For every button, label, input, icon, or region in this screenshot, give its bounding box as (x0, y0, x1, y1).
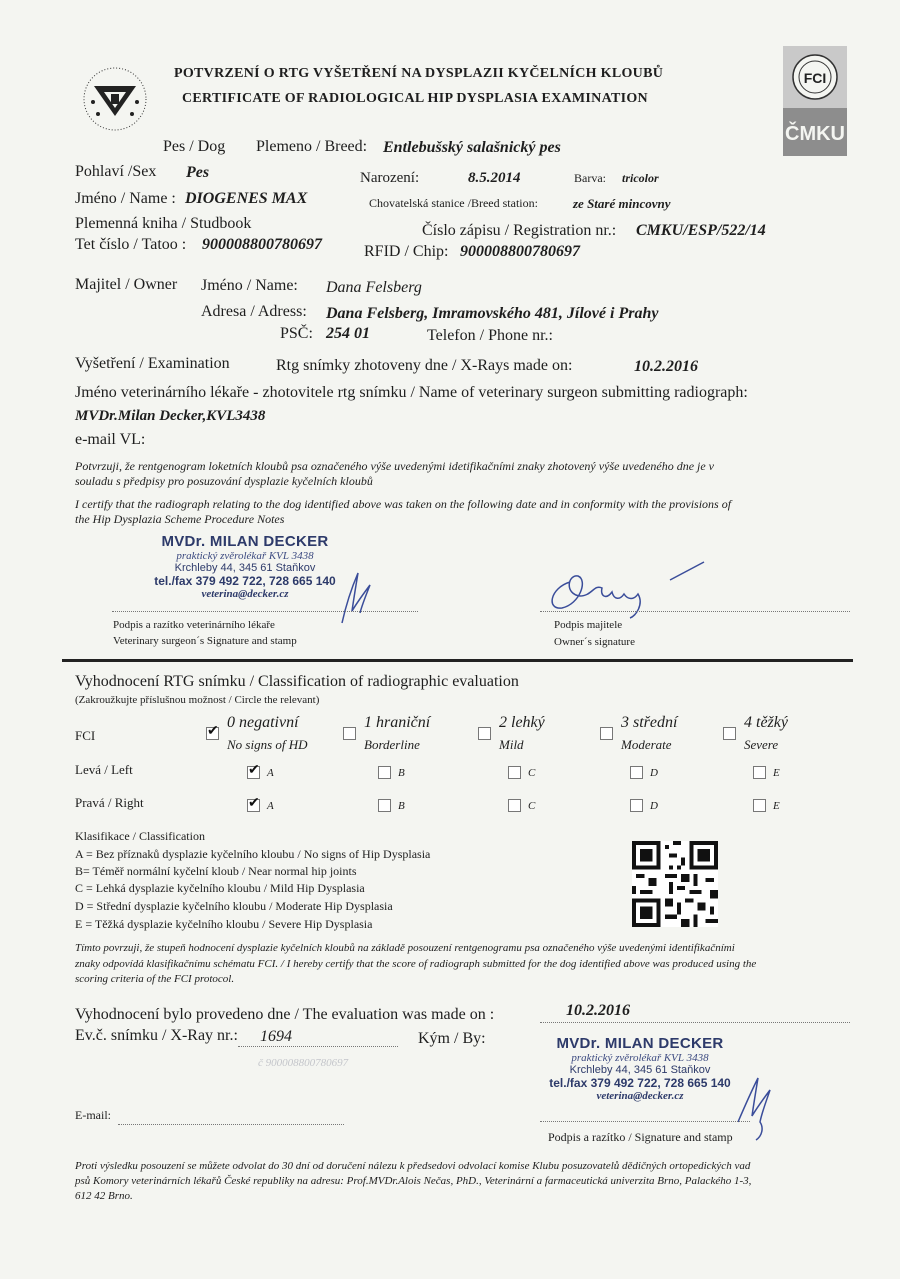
grade-letter: D (650, 767, 658, 779)
left-grade-checkbox[interactable] (508, 766, 521, 779)
certify-en-1: I certify that the radiograph relating to the dog identified above was taken on the following date and in conformity with the provisions of (75, 497, 732, 511)
xray-date-value: 10.2.2016 (634, 358, 698, 375)
grade-letter: D (650, 800, 658, 812)
breed-value: Entlebušský salašnický pes (383, 139, 561, 156)
fci-grade-checkbox[interactable] (343, 727, 356, 740)
evaluation-date-line (540, 1022, 850, 1023)
chip-label: RFID / Chip: (364, 243, 449, 260)
vet-label: Jméno veterinárního lékaře - zhotovitele rtg snímku / Name of veterinary surgeon submitting radiograph: (75, 384, 748, 401)
xray-nr-value: 1694 (260, 1028, 292, 1045)
evaluation-date-label: Vyhodnocení bylo provedeno dne / The evaluation was made on : (75, 1006, 495, 1023)
owner-label: Majitel / Owner (75, 276, 178, 293)
grade-label: 0 negativní (227, 714, 299, 731)
classification-note: (Zakroužkujte příslušnou možnost / Circle the relevant) (75, 694, 320, 706)
owner-sig-label-en: Owner´s signature (554, 636, 635, 648)
grade-sublabel: No signs of HD (227, 737, 308, 752)
birth-value: 8.5.2014 (468, 170, 521, 186)
grade-label: 3 střední (621, 714, 678, 731)
reg-value: CMKU/ESP/522/14 (636, 222, 766, 239)
studbook-label: Plemenná kniha / Studbook (75, 215, 252, 232)
legend-item: A = Bez příznaků dysplazie kyčelního kloubu / No signs of Hip Dysplasia (75, 847, 431, 861)
name-label: Jméno / Name : (75, 190, 176, 207)
tattoo-value: 900008800780697 (202, 236, 322, 253)
left-grade-checkbox[interactable] (630, 766, 643, 779)
grade-label: 2 lehký (499, 714, 545, 731)
xray-date-label: Rtg snímky zhotoveny dne / X-Rays made on: (276, 357, 573, 374)
tattoo-label: Tet číslo / Tatoo : (75, 236, 187, 253)
fci-grade-checkbox[interactable] (600, 727, 613, 740)
grade-letter: E (773, 767, 780, 779)
stamp-phone: tel./fax 379 492 722, 728 665 140 (154, 574, 336, 588)
classification-title: Vyhodnocení RTG snímku / Classification of radiographic evaluation (75, 673, 519, 690)
fci-cmku-logo (783, 46, 847, 156)
legend-item: B= Téměř normální kyčelní kloub / Near normal hip joints (75, 864, 357, 878)
checkmark-icon: ✔ (248, 796, 260, 811)
statement-line-1: Tímto povrzuji, že stupeň hodnocení dysplazie kyčelních kloubů na základě posouzení rentgenogramu psa označeného výše uvedenými identifikačními (75, 942, 735, 954)
birth-label: Narození: (360, 170, 420, 186)
certify-cz-1: Potvrzuji, že rentgenogram loketních kloubů psa označeného výše uvedenými idetifikačními znaky zhotovený výše uvedeného dne je v (75, 459, 715, 473)
color-label: Barva: (574, 171, 606, 185)
by-label: Kým / By: (418, 1030, 486, 1047)
legend-item: D = Střední dysplazie kyčelního kloubu / Moderate Hip Dysplasia (75, 899, 393, 913)
grade-letter: A (267, 800, 274, 812)
legend-title: Klasifikace / Classification (75, 829, 205, 843)
cmku-logo-text: ČMKU (785, 123, 845, 145)
checkmark-icon: ✔ (207, 724, 219, 739)
title-cz: POTVRZENÍ O RTG VYŠETŘENÍ NA DYSPLAZII KYČELNÍCH KLOUBŮ (174, 66, 664, 81)
statement-line-3: scoring criteria of the FCI protocol. (75, 973, 235, 985)
dog-label: Pes / Dog (163, 138, 226, 155)
footer-line-3: 612 42 Brno. (75, 1190, 133, 1202)
row-label-right: Pravá / Right (75, 795, 144, 810)
sex-value: Pes (186, 164, 210, 181)
left-grade-checkbox[interactable] (753, 766, 766, 779)
vet-stamp-2 (520, 1035, 760, 1102)
stamp-address: Krchleby 44, 345 61 Staňkov (174, 562, 316, 574)
footer-line-1: Proti výsledku posouzení se můžete odvolat do 30 dní od doručení nálezu k předsedovi odvolací komise Klubu posuzovatelů dědičných ortopedických vad (75, 1160, 751, 1172)
grade-letter: C (528, 767, 536, 779)
stamp-address: Krchleby 44, 345 61 Staňkov (569, 1064, 711, 1076)
fci-grade-checkbox[interactable] (723, 727, 736, 740)
grade-letter: C (528, 800, 536, 812)
row-label-left: Levá / Left (75, 762, 133, 777)
color-value: tricolor (622, 171, 659, 185)
sex-label: Pohlaví /Sex (75, 163, 157, 180)
left-grade-checkbox[interactable] (378, 766, 391, 779)
station-value: ze Staré mincovny (573, 196, 671, 211)
owner-phone-label: Telefon / Phone nr.: (427, 327, 553, 344)
stamp-title: praktický zvěrolékař KVL 3438 (571, 1052, 709, 1064)
right-grade-checkbox[interactable] (378, 799, 391, 812)
vet-signature-1 (332, 565, 377, 627)
vet-signature-line (112, 611, 418, 612)
certify-en-2: the Hip Dysplazia Scheme Procedure Notes (75, 512, 285, 526)
stamp-name: MVDr. MILAN DECKER (161, 533, 329, 550)
owner-zip-value: 254 01 (326, 325, 370, 342)
footer-line-2: psů Komory veterinárních lékařů České republiky na adresu: Prof.MVDr.Alois Nečas, PhD., Veterinární a farmaceutická univerzita Brno, Palackého 1-3, (75, 1175, 752, 1187)
stamp-email: veterina@decker.cz (201, 588, 289, 600)
owner-signature-line (540, 611, 850, 612)
section-divider (62, 659, 853, 662)
stamp-name: MVDr. MILAN DECKER (556, 1035, 724, 1052)
faint-chip: č 900008800780697 (258, 1057, 349, 1069)
owner-name-value: Dana Felsberg (326, 279, 422, 296)
grade-sublabel: Severe (744, 737, 779, 752)
cku-logo (80, 64, 150, 134)
exam-label: Vyšetření / Examination (75, 355, 230, 372)
row-label-fci: FCI (75, 728, 96, 743)
certify-cz-2: souladu s předpisy pro posuzování dysplazie kyčelních kloubů (75, 474, 373, 488)
grade-letter: E (773, 800, 780, 812)
vet-signature-2 (730, 1072, 780, 1142)
grade-sublabel: Borderline (364, 737, 420, 752)
title-en: CERTIFICATE OF RADIOLOGICAL HIP DYSPLASIA EXAMINATION (182, 91, 648, 106)
stamp-phone: tel./fax 379 492 722, 728 665 140 (549, 1076, 731, 1090)
right-grade-checkbox[interactable] (753, 799, 766, 812)
breed-label: Plemeno / Breed: (256, 138, 368, 155)
evaluation-email-line (118, 1124, 344, 1125)
vet-stamp-1 (125, 533, 365, 600)
statement-line-2: znaky odpovídá klasifikačnímu schématu FCI. / I hereby certify that the score of radiograph submitted for the dog identified above was produced using the (75, 958, 757, 970)
vet-value: MVDr.Milan Decker,KVL3438 (75, 408, 266, 424)
fci-grade-checkbox[interactable] (478, 727, 491, 740)
grade-letter: B (398, 800, 405, 812)
right-grade-checkbox[interactable] (508, 799, 521, 812)
email-vl-label: e-mail VL: (75, 431, 146, 448)
legend-item: C = Lehká dysplazie kyčelního kloubu / Mild Hip Dysplasia (75, 881, 365, 895)
stamp-email: veterina@decker.cz (596, 1090, 684, 1102)
stamp-title: praktický zvěrolékař KVL 3438 (176, 550, 314, 562)
chip-value: 900008800780697 (460, 243, 580, 260)
grade-sublabel: Mild (499, 737, 524, 752)
name-value: DIOGENES MAX (185, 190, 308, 207)
right-grade-checkbox[interactable] (630, 799, 643, 812)
station-label: Chovatelská stanice /Breed station: (369, 196, 538, 210)
evaluation-sig-label: Podpis a razítko / Signature and stamp (548, 1130, 733, 1144)
evaluation-signature-line (540, 1121, 750, 1122)
owner-address-value: Dana Felsberg, Imramovského 481, Jílové i Prahy (326, 305, 659, 322)
legend-item: E = Těžká dysplazie kyčelního kloubu / Severe Hip Dysplasia (75, 917, 373, 931)
reg-label: Číslo zápisu / Registration nr.: (422, 222, 617, 239)
checkmark-icon: ✔ (248, 763, 260, 778)
owner-address-label: Adresa / Adress: (201, 303, 307, 320)
xray-nr-label: Ev.č. snímku / X-Ray nr.: (75, 1027, 238, 1044)
grade-sublabel: Moderate (621, 737, 672, 752)
qr-code (632, 841, 718, 927)
vet-sig-label-cz: Podpis a razítko veterinárního lékaře (113, 619, 275, 631)
evaluation-date-value: 10.2.2016 (566, 1002, 630, 1019)
xray-nr-line (238, 1046, 398, 1047)
owner-zip-label: PSČ: (280, 325, 313, 342)
grade-label: 1 hraniční (364, 714, 431, 731)
owner-sig-label-cz: Podpis majitele (554, 619, 623, 631)
owner-name-label: Jméno / Name: (201, 277, 298, 294)
fci-logo-text: FCI (803, 70, 827, 86)
grade-letter: A (267, 767, 274, 779)
evaluation-email-label: E-mail: (75, 1108, 111, 1122)
grade-label: 4 těžký (744, 714, 788, 731)
vet-sig-label-en: Veterinary surgeon´s Signature and stamp (113, 635, 297, 647)
grade-letter: B (398, 767, 405, 779)
